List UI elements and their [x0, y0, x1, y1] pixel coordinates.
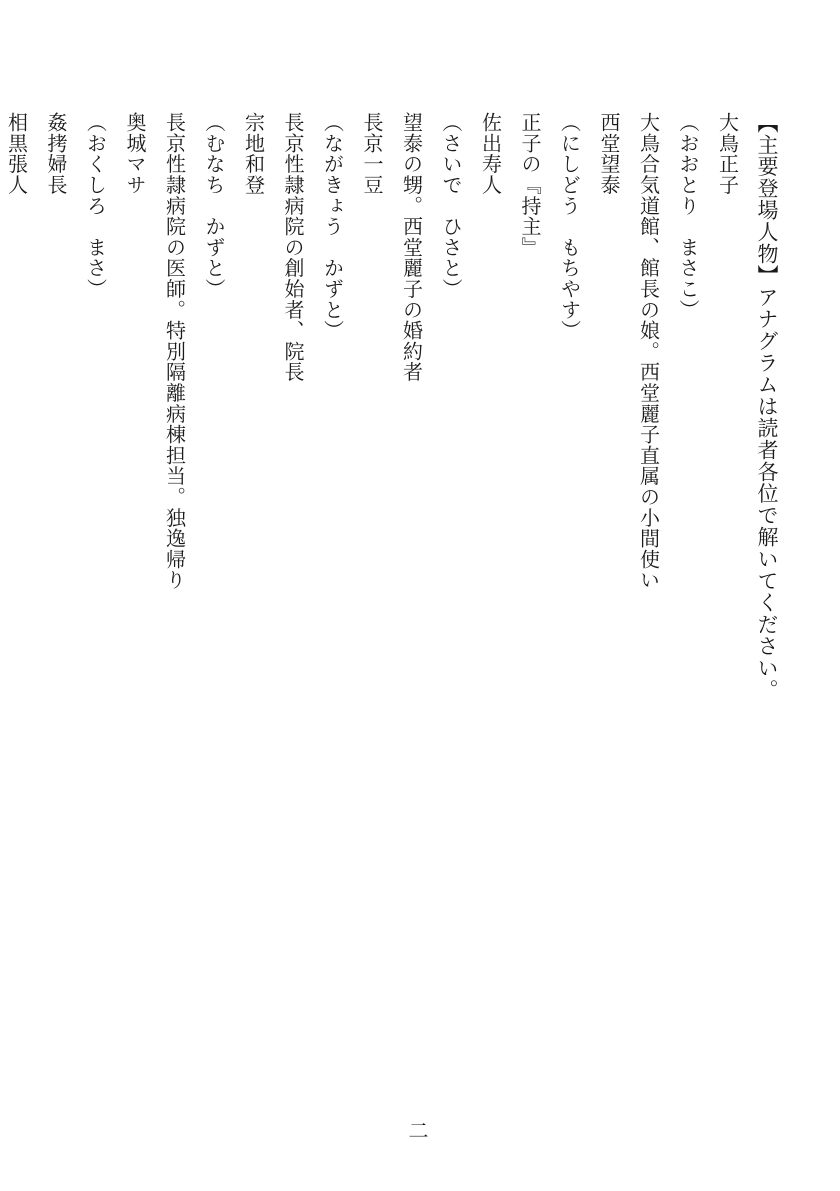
character-name: 長京一豆	[360, 112, 384, 196]
character-row	[0, 112, 36, 1012]
character-description: 望泰の甥。西堂麗子の婚約者	[399, 112, 424, 383]
character-name: 大鳥正子	[715, 112, 740, 196]
character-list-page	[4, 112, 786, 1012]
section-heading: 【主要登場人物】アナグラムは読者各位で解いてください。	[755, 112, 779, 701]
character-name: 奥城マサ	[123, 112, 147, 196]
character-row	[510, 112, 629, 1012]
character-description: 姦拷婦長	[44, 112, 68, 196]
character-description: 正子の『持主』	[518, 112, 542, 258]
character-row	[154, 112, 273, 1012]
character-row	[628, 112, 747, 1012]
character-description: 長京性隷病院の医師。特別隔離病棟担当。独逸帰り	[162, 112, 187, 591]
character-name: 相黒張人	[4, 112, 29, 196]
character-reading: （にしどう もちやす）	[557, 112, 582, 341]
page-number: 二	[405, 1120, 429, 1140]
character-reading: （おおとり まさこ）	[676, 112, 700, 320]
character-reading: （おくしろ まさ）	[83, 112, 108, 300]
character-name: 西堂望泰	[597, 112, 621, 196]
character-reading: （ながきょう かずと）	[320, 112, 345, 341]
character-name: 佐出寿人	[478, 112, 503, 196]
character-row	[273, 112, 392, 1012]
character-reading: （さいで ひさと）	[439, 112, 463, 300]
character-name: 宗地和登	[241, 112, 266, 196]
character-row	[391, 112, 510, 1012]
character-description: 長京性隷病院の創始者、院長	[281, 112, 305, 383]
character-reading: （むなち かずと）	[202, 112, 226, 300]
character-row	[36, 112, 155, 1012]
character-description: 大鳥合気道館、館長の娘。西堂麗子直属の小間使い	[636, 112, 661, 591]
